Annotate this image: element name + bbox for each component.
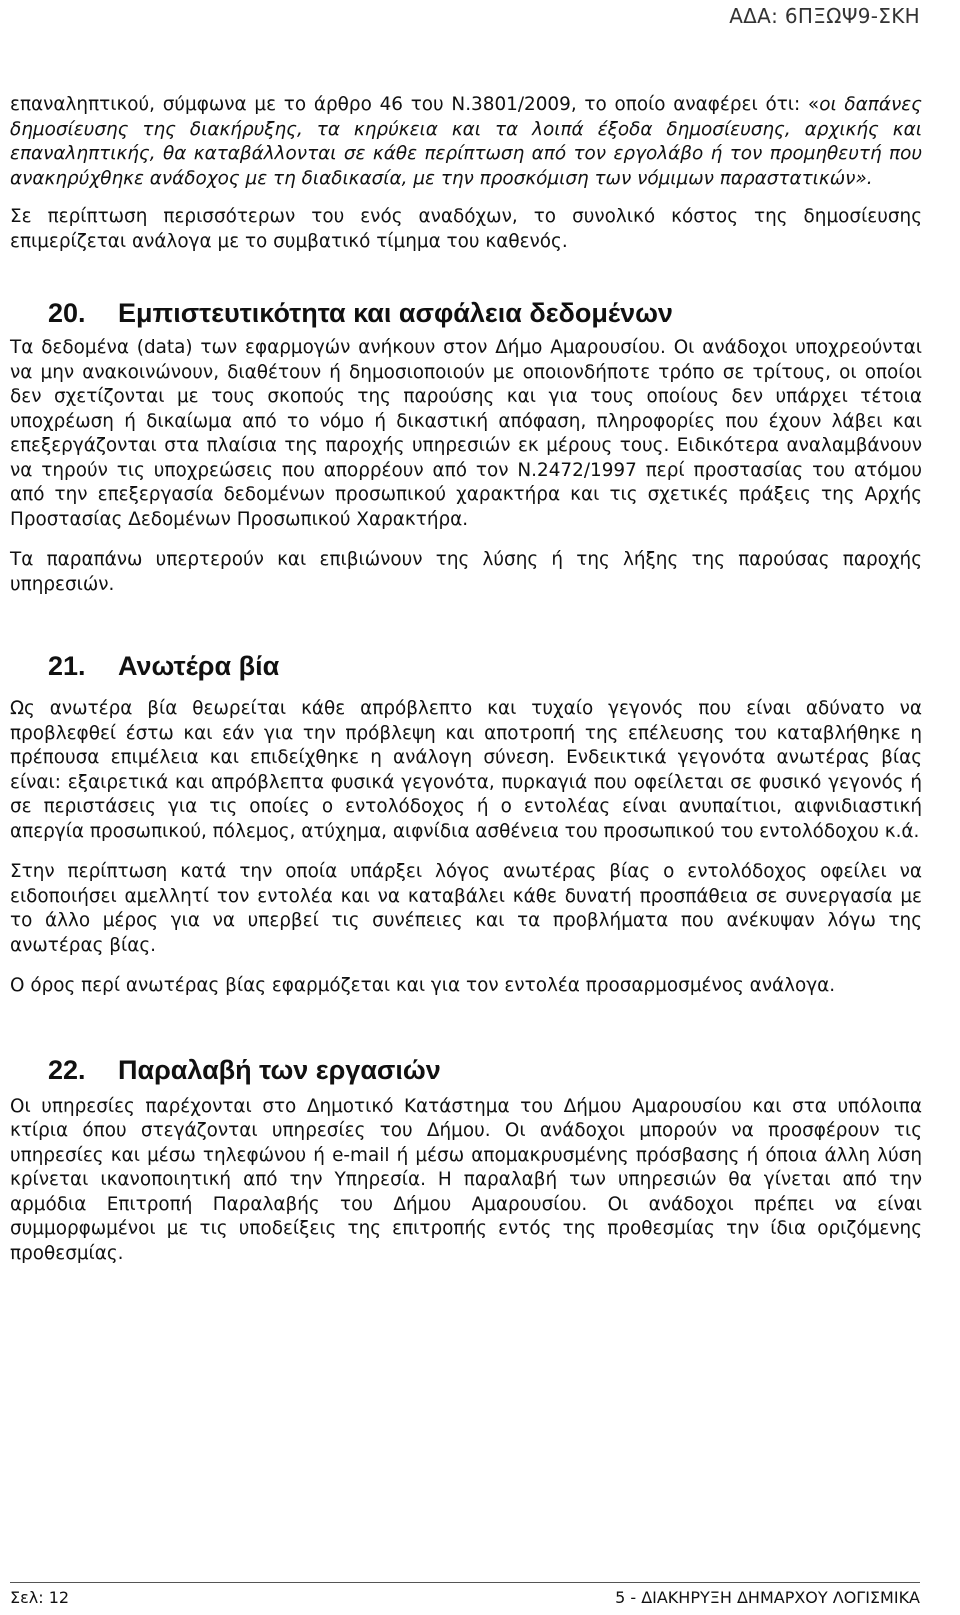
section-title: Παραλαβή των εργασιών xyxy=(118,1054,441,1085)
page-footer xyxy=(10,1582,920,1607)
intro-paragraph xyxy=(10,93,922,191)
section-20-heading xyxy=(10,296,922,330)
section-21-paragraph-3: Ο όρος περί ανωτέρας βίας εφαρμόζεται και για τον εντολέα προσαρμοσμένος ανάλογα. xyxy=(10,975,836,996)
section-title: Εμπιστευτικότητα και ασφάλεια δεδομένων xyxy=(118,298,673,328)
section-title: Ανωτέρα βία xyxy=(118,651,280,681)
section-21-paragraph-1: Ως ανωτέρα βία θεωρείται κάθε απρόβλεπτο και τυχαίο γεγονός που είναι αδύνατο να προβλεφθεί έστω και εάν για την πρόβλεψη και αποτροπή της επέλευσης του καταβλήθηκε η πρέπουσα επιμέλεια και επιδείχθηκε η ανάλογη σύνεση. Ενδεικτικά γεγονότα ανωτέρας βίας είναι: εξαιρετικά και απρόβλεπτα φυσικά γεγονότα, πυρκαγιά που οφείλεται σε φυσικό γεγονός ή σε περιστάσεις για τις οποίες ο εντολόδοχος ή ο εντολέας είναι ανυπαίτιοι, αιφνιδιαστική απεργία προσωπικού, πόλεμος, ατύχημα, αιφνίδια ασθένεια του προσωπικού του εντολόδοχου κ.ά. xyxy=(10,698,922,842)
section-21-paragraph-2: Στην περίπτωση κατά την οποία υπάρξει λόγος ανωτέρας βίας ο εντολόδοχος οφείλει να ειδοποιήσει αμελλητί τον εντολέα και να καταβάλει κάθε δυνατή προσπάθεια σε συνεργασία με το άλλο μέρος για να υπερβεί τις συνέπειες και τα προβλήματα που ανέκυψαν λόγω της ανωτέρας βίας. xyxy=(10,861,922,956)
page-number: Σελ: 12 xyxy=(10,1588,70,1607)
section-20-paragraph-2: Τα παραπάνω υπερτερούν και επιβιώνουν της λύσης ή της λήξης της παρούσας παροχής υπηρεσιών. xyxy=(10,549,922,595)
document-title: 5 - ΔΙΑΚΗΡΥΞΗ ΔΗΜΑΡΧΟΥ ΛΟΓΙΣΜΙΚΑ xyxy=(615,1588,920,1607)
section-number: 20. xyxy=(48,298,86,328)
document-body xyxy=(10,93,922,1266)
section-20-paragraph-1: Τα δεδομένα (data) των εφαρμογών ανήκουν στον Δήμο Αμαρουσίου. Οι ανάδοχοι υποχρεούνται να μην ανακοινώνουν, διαθέτουν ή δημοσιοποιούν με οποιονδήποτε τρόπο σε τρίτους, οι οποίοι δεν σχετίζονται με τους σκοπούς της παρούσης και για τους οποίους δεν υπάρχει τέτοια υποχρέωση ή δικαίωμα από το νόμο ή δικαστική απόφαση, πληροφορίες που έχουν λάβει και επεξεργάζονται στα πλαίσια της παροχής υπηρεσιών εκ μέρους τους. Ειδικότερα αναλαμβάνουν να τηρούν τις υποχρεώσεις που απορρέουν από τον Ν.2472/1997 περί προστασίας του ατόμου από την επεξεργασία δεδομένων προσωπικού χαρακτήρα και τις σχετικές πράξεις της Αρχής Προστασίας Δεδομένων Προσωπικού Χαρακτήρα. xyxy=(10,337,922,530)
section-22-paragraph-1: Οι υπηρεσίες παρέχονται στο Δημοτικό Κατάστημα του Δήμου Αμαρουσίου και στα υπόλοιπα κτίρια όπου στεγάζονται υπηρεσίες του Δήμου. Οι ανάδοχοι μπορούν να προσφέρουν τις υπηρεσίες και μέσω τηλεφώνου ή e-mail ή μέσω απομακρυσμένης πρόσβασης ή όποια άλλη λύση κρίνεται ικανοποιητική από την Υπηρεσία. Η παραλαβή των υπηρεσιών θα γίνεται από την αρμόδια Επιτροπή Παραλαβής του Δήμου Αμαρουσίου. Οι ανάδοχοι πρέπει να είναι συμμορφωμένοι με τις υποδείξεις της επιτροπής εντός της προθεσμίας την ίδια οριζόμενης προθεσμίας. xyxy=(10,1095,922,1264)
section-number: 21. xyxy=(48,651,86,681)
intro-quote: οι δαπάνες δημοσίευσης της διακήρυξης, τα κηρύκεια και τα λοιπά έξοδα δημοσίευσης, αρχικής και επαναληπτικής, θα καταβάλλονται σε κάθε περίπτωση από τον εργολάβο ή τον προμηθευτή που ανακηρύχθηκε ανάδοχος με τη διαδικασία, με την προσκόμιση των νόμιμων παραστατικών». xyxy=(10,94,922,189)
ada-code: ΑΔΑ: 6ΠΞΩΨ9-ΣΚΗ xyxy=(729,4,920,28)
section-21-heading xyxy=(10,649,922,683)
section-22-heading xyxy=(10,1053,922,1087)
intro-lead: επαναληπτικού, σύμφωνα με το άρθρο 46 του Ν.3801/2009, το οποίο αναφέρει ότι: « xyxy=(10,94,820,115)
section-number: 22. xyxy=(48,1054,86,1085)
intro-paragraph-2: Σε περίπτωση περισσότερων του ενός αναδόχων, το συνολικό κόστος της δημοσίευσης επιμερίζεται ανάλογα με το συμβατικό τίμημα του καθενός. xyxy=(10,206,922,252)
